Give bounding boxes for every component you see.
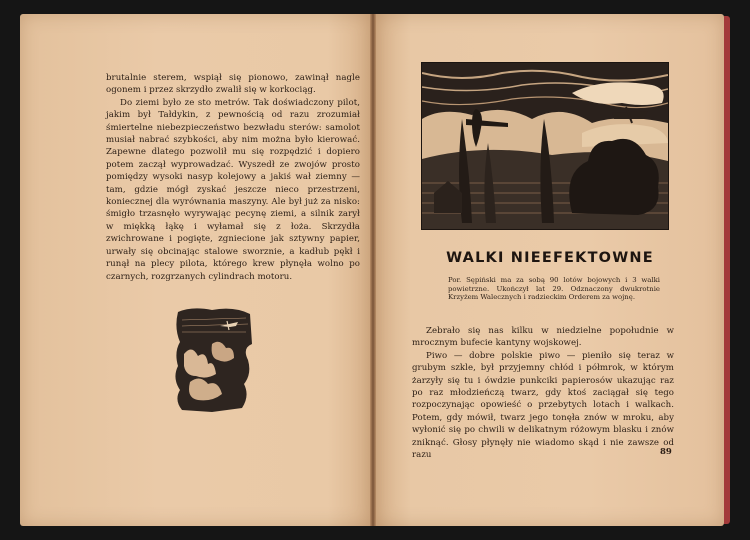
left-page-text [106, 72, 360, 283]
right-page [376, 14, 724, 526]
page-number: 89 [660, 447, 672, 457]
book-cover-edge [724, 16, 730, 524]
left-paragraph-1: brutalnie sterem, wspiął się pionowo, zawinął nagle ogonem i przez skrzydło zwalił się w korkociąg. [106, 73, 360, 96]
woodcut-clouds-illustration [172, 304, 254, 414]
right-page-text [412, 325, 674, 461]
right-paragraph-2: Piwo — dobre polskie piwo — pieniło się teraz w grubym szkle, był przyjemny chłód i półmrok, w którym żarzyły się tu i ówdzie punkciki papierosów ukazując raz po raz młodzieńczą twarz, gdy ktoś zaciągał się tego rozpoczynając opowieść o przebytych lotach i walkach. Potem, gdy mówił, twarz jego tonęła znów w mroku, aby wyłonić się po chwili w delikatnym różowym blasku i znów zniknąć. Głosy płynęły nie wiadomo skąd i nie zawsze od razu [412, 350, 674, 461]
chapter-title: WALKI NIEEFEKTOWNE [446, 250, 654, 266]
left-paragraph-2: Do ziemi było ze sto metrów. Tak doświadczony pilot, jakim był Tałdykin, z pewnością od razu zrozumiał śmiertelne niebezpieczeństwo bezwładu sterów: samolot musiał nabrać szybkości, aby nim można było kierować. Zapewne dlatego pozwolił mu się rozpędzić i dopiero potem zaczął wyprowadzać. Wyszedł ze zwojów prosto pomiędzy wysoki nasyp kolejowy a jakiś wał ziemny — tam, gdzie mógł zyskać jeszcze nieco przestrzeni, koniecznej dla wyrównania maszyny. Ale był już za nisko: śmigło trzasnęło wyrywając pecynę ziemi, a silnik zarył w miękką łąkę i wyłamał się z łoża. Skrzydła zwichrowane i pogięte, zgniecione jak sztywny papier, urwały się obcinając stalowe sworznie, a kadłub pękł i runął na plecy pilota, którego krew płynęła wolno po czarnych, rozgrzanych cylindrach motoru. [106, 97, 360, 282]
woodcut-airplanes-illustration [421, 62, 669, 230]
chapter-epigraph: Por. Sępiński ma za sobą 90 lotów bojowych i 3 walki powietrzne. Ukończył lat 29. Odznaczony dwukrotnie Krzyżem Walecznych i radzieckim Orderem za wojnę. [448, 276, 660, 302]
right-paragraph-1: Zebrało się nas kilku w niedzielne popołudnie w mrocznym bufecie kantyny wojskowej. [412, 326, 674, 349]
left-page [20, 14, 370, 526]
